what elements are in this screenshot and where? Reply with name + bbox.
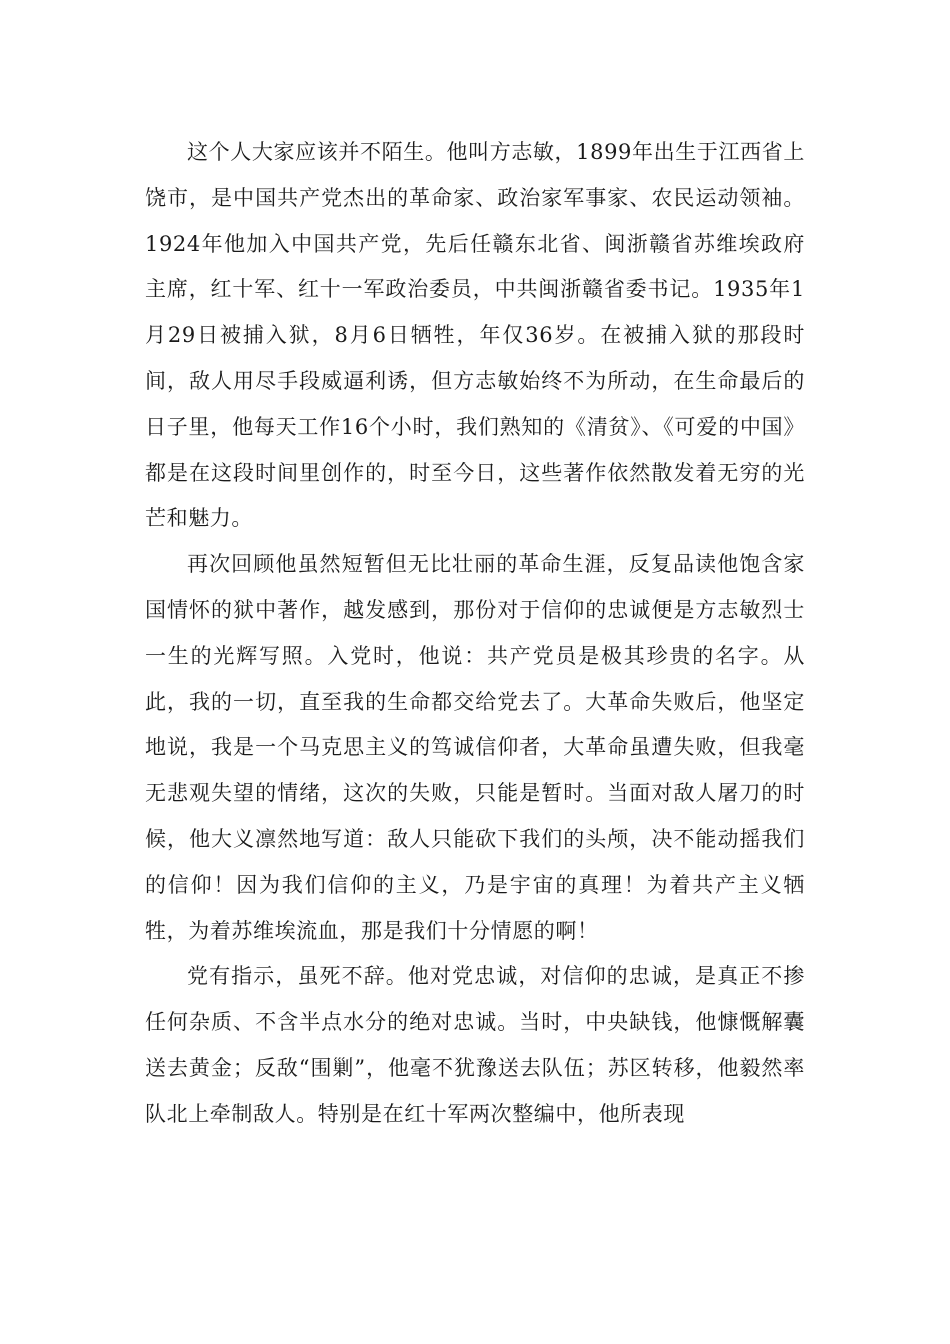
paragraph-2: 再次回顾他虽然短暂但无比壮丽的革命生涯，反复品读他饱含家国情怀的狱中著作，越发感到，那份对于信仰的忠诚便是方志敏烈士一生的光辉写照。入党时，他说：共产党员是极其珍贵的名字。从此，我的一切，直至我的生命都交给党去了。大革命失败后，他坚定地说，我是一个马克思主义的笃诚信仰者，大革命虽遭失败，但我毫无悲观失望的情绪，这次的失败，只能是暂时。当面对敌人屠刀的时候，他大义凛然地写道：敌人只能砍下我们的头颅，决不能动摇我们的信仰！因为我们信仰的主义，乃是宇宙的真理！为着共产主义牺牲，为着苏维埃流血，那是我们十分情愿的啊！ [145, 552, 805, 943]
document-body [145, 130, 805, 1138]
paragraph-1: 这个人大家应该并不陌生。他叫方志敏，1899年出生于江西省上饶市，是中国共产党杰出的革命家、政治家军事家、农民运动领袖。1924年他加入中国共产党，先后任赣东北省、闽浙赣省苏维埃政府主席，红十军、红十一军政治委员，中共闽浙赣省委书记。1935年1月29日被捕入狱，8月6日牺牲，年仅36岁。在被捕入狱的那段时间，敌人用尽手段威逼利诱，但方志敏始终不为所动，在生命最后的日子里，他每天工作16个小时，我们熟知的《清贫》、《可爱的中国》都是在这段时间里创作的，时至今日，这些著作依然散发着无穷的光芒和魅力。 [145, 140, 805, 531]
paragraph-3: 党有指示，虽死不辞。他对党忠诚，对信仰的忠诚，是真正不掺任何杂质、不含半点水分的绝对忠诚。当时，中央缺钱，他慷慨解囊送去黄金；反敌“围剿”，他毫不犹豫送去队伍；苏区转移，他毅然率队北上牵制敌人。特别是在红十军两次整编中，他所表现 [145, 964, 805, 1126]
